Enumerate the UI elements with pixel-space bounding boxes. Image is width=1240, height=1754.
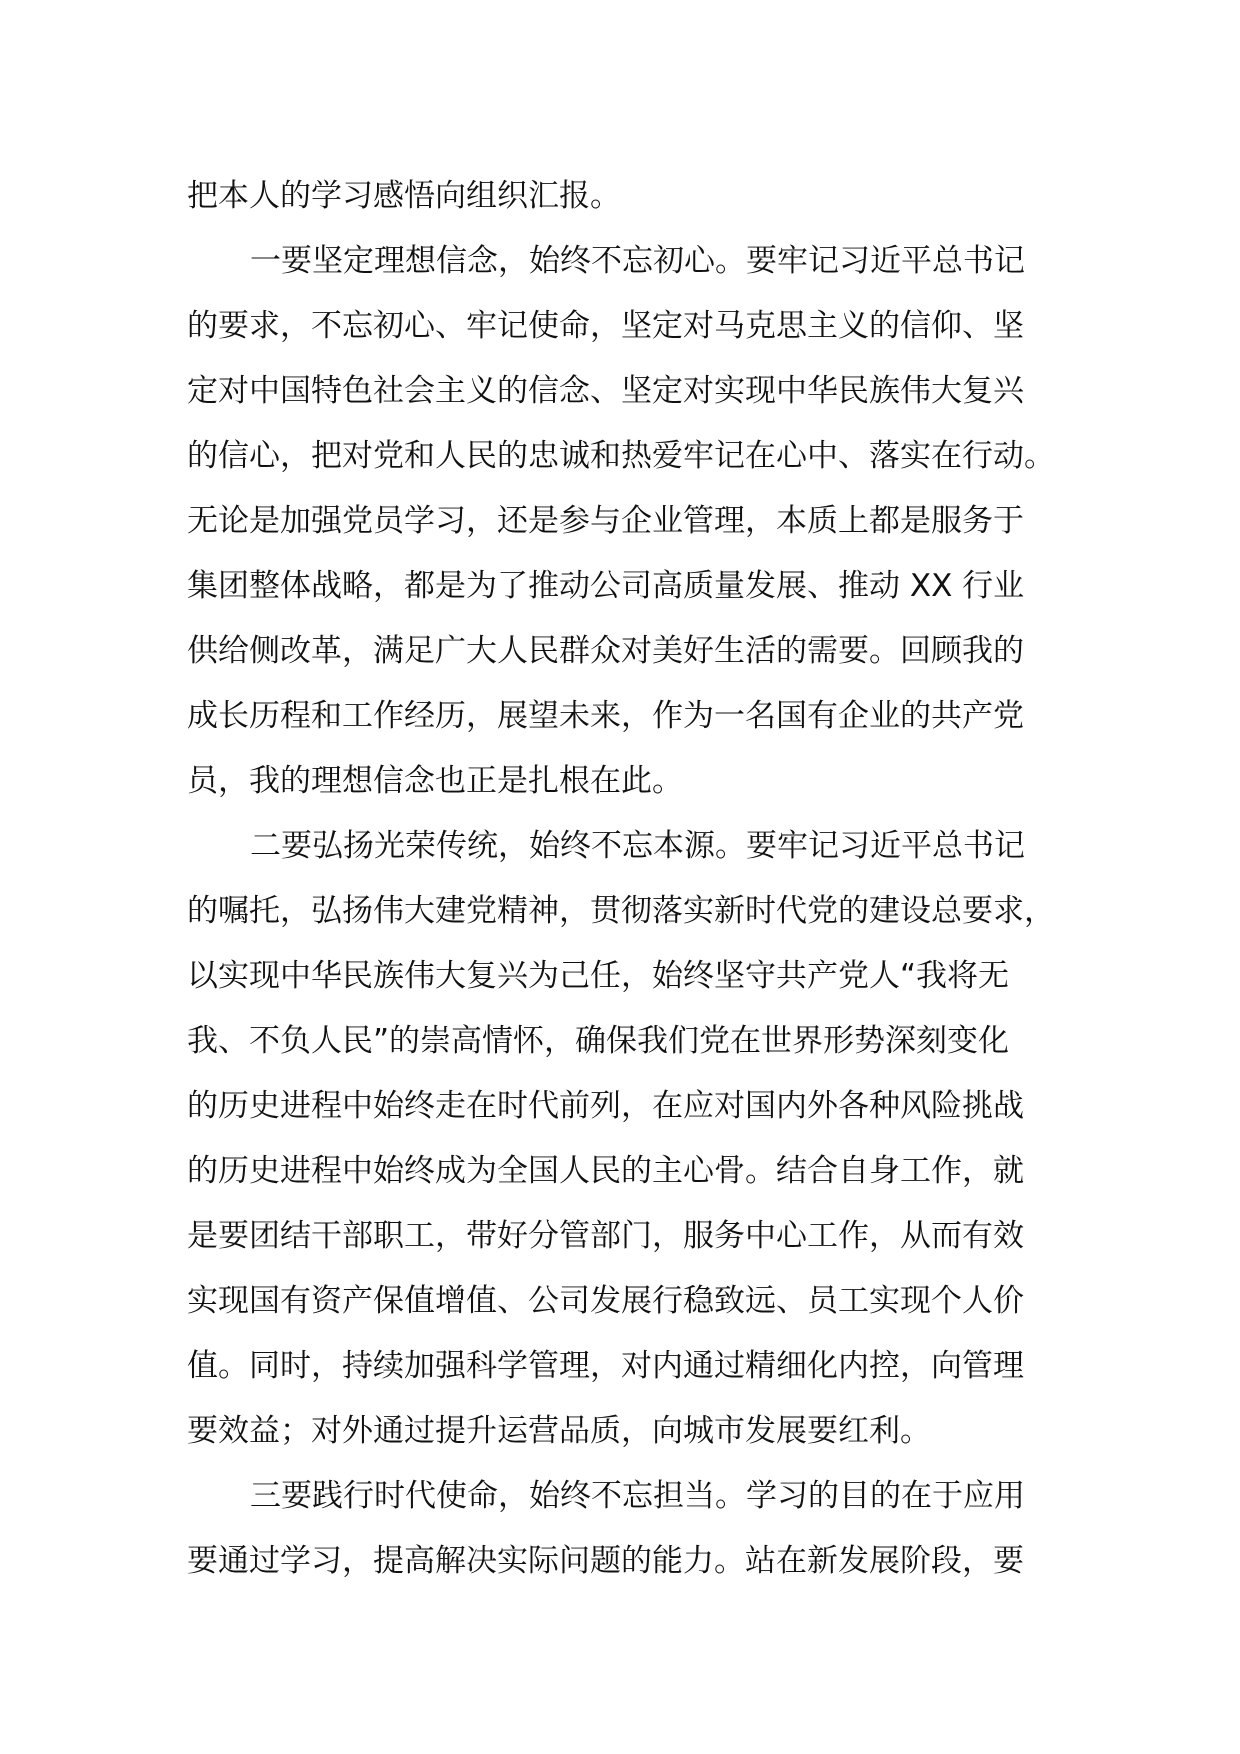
text-line: 要通过学习，提高解决实际问题的能力。站在新发展阶段，要	[187, 1543, 1024, 1579]
body-text	[187, 164, 1077, 1594]
text-line: 把本人的学习感悟向组织汇报。	[187, 178, 621, 214]
text-line: 的历史进程中始终成为全国人民的主心骨。结合自身工作，就	[187, 1153, 1024, 1189]
text-line: 的信心，把对党和人民的忠诚和热爱牢记在心中、落实在行动。	[187, 438, 1055, 474]
text-line: 定对中国特色社会主义的信念、坚定对实现中华民族伟大复兴	[187, 373, 1024, 409]
text-line: 供给侧改革，满足广大人民群众对美好生活的需要。回顾我的	[187, 633, 1024, 669]
text-line: 以实现中华民族伟大复兴为己任，始终坚守共产党人“我将无	[187, 958, 1010, 994]
text-line: 成长历程和工作经历，展望未来，作为一名国有企业的共产党	[187, 698, 1024, 734]
text-line: 员，我的理想信念也正是扎根在此。	[187, 763, 683, 799]
text-line: 实现国有资产保值增值、公司发展行稳致远、员工实现个人价	[187, 1283, 1024, 1319]
text-line: 我、不负人民”的崇高情怀，确保我们党在世界形势深刻变化	[187, 1023, 1010, 1059]
paragraph-first-line: 二要弘扬光荣传统，始终不忘本源。要牢记习近平总书记	[250, 828, 1025, 864]
text-line: 的历史进程中始终走在时代前列，在应对国内外各种风险挑战	[187, 1088, 1024, 1124]
paragraph-first-line: 三要践行时代使命，始终不忘担当。学习的目的在于应用	[250, 1478, 1025, 1514]
text-line: 的嘱托，弘扬伟大建党精神，贯彻落实新时代党的建设总要求，	[187, 893, 1055, 929]
text-line: 无论是加强党员学习，还是参与企业管理，本质上都是服务于	[187, 503, 1024, 539]
text-line: 的要求，不忘初心、牢记使命，坚定对马克思主义的信仰、坚	[187, 308, 1024, 344]
text-line: 值。同时，持续加强科学管理，对内通过精细化内控，向管理	[187, 1348, 1024, 1384]
text-line: 集团整体战略，都是为了推动公司高质量发展、推动 XX 行业	[187, 568, 1025, 604]
text-line: 是要团结干部职工，带好分管部门，服务中心工作，从而有效	[187, 1218, 1024, 1254]
paragraph-first-line: 一要坚定理想信念，始终不忘初心。要牢记习近平总书记	[250, 243, 1025, 279]
text-line: 要效益；对外通过提升运营品质，向城市发展要红利。	[187, 1413, 931, 1449]
